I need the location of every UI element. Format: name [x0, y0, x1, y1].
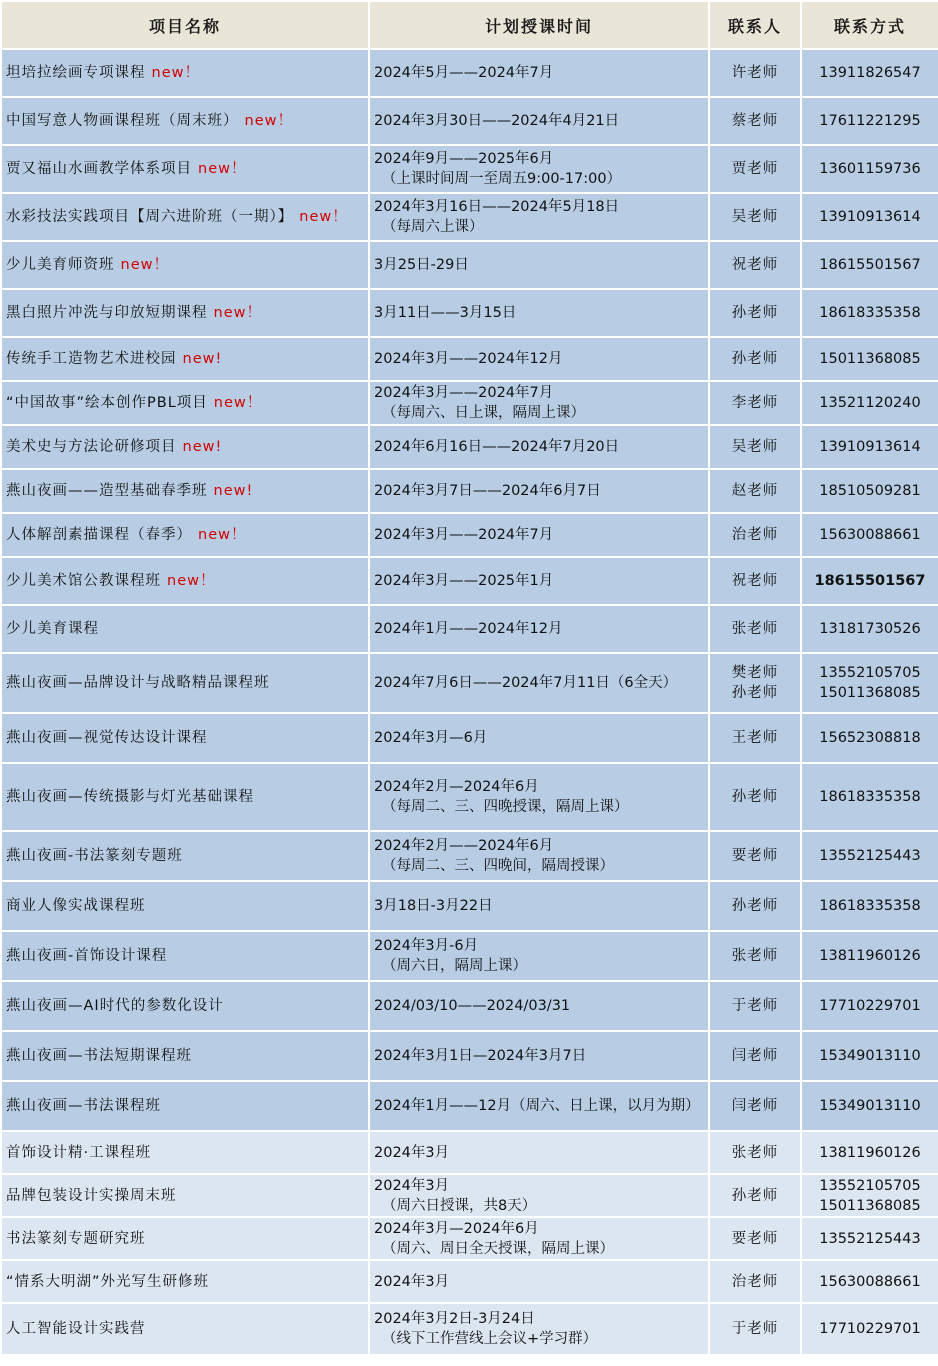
contact-phone-cell	[802, 1218, 938, 1259]
contact-phone-cell	[802, 470, 938, 512]
contact-person-name: 蔡老师	[731, 113, 779, 129]
phone-number: 13910913614	[819, 439, 921, 455]
contact-person-name: 贾老师	[731, 161, 779, 177]
phone-number: 13811960126	[819, 1144, 921, 1161]
schedule-cell	[370, 1132, 708, 1173]
contact-phone-cell	[802, 1261, 938, 1302]
contact-person	[710, 514, 800, 556]
schedule-cell	[370, 514, 708, 556]
project-name-cell	[2, 98, 368, 144]
schedule-cell	[370, 146, 708, 192]
schedule-text: 2024年1月——12月（周六、日上课，以月为期）	[374, 1098, 700, 1114]
schedule-text: 2024年3月	[374, 1177, 450, 1194]
contact-person	[710, 606, 800, 652]
new-badge: new!	[182, 351, 223, 367]
contact-phone-cell	[802, 932, 938, 980]
phone-number: 15630088661	[819, 1273, 921, 1290]
phone-number: 15011368085	[819, 351, 921, 367]
phone-number: 15011368085	[819, 1197, 921, 1214]
table-row	[2, 882, 938, 930]
schedule-cell	[370, 714, 708, 762]
contact-person	[710, 50, 800, 96]
table-row	[2, 1218, 938, 1259]
project-name: 人体解剖素描课程（春季）	[6, 527, 192, 543]
contact-phone-cell	[802, 1304, 938, 1354]
schedule-cell	[370, 290, 708, 336]
project-name-cell	[2, 832, 368, 880]
table-row	[2, 714, 938, 762]
contact-person-name: 闫老师	[731, 1098, 779, 1114]
project-name-cell	[2, 1218, 368, 1259]
contact-person-name: 于老师	[731, 998, 779, 1014]
table-row	[2, 470, 938, 512]
project-name: 燕山夜画—书法课程班	[6, 1098, 161, 1114]
phone-number: 18618335358	[819, 305, 921, 321]
phone-number: 13521120240	[819, 395, 921, 411]
table-row	[2, 50, 938, 96]
table-row	[2, 1082, 938, 1130]
phone-number: 15652308818	[819, 730, 921, 746]
phone-number: 13181730526	[819, 621, 921, 637]
schedule-cell	[370, 882, 708, 930]
schedule-text: 2024年3月——2024年7月	[374, 527, 554, 543]
project-name-cell	[2, 982, 368, 1030]
contact-person-name: 赵老师	[731, 483, 779, 499]
phone-number: 17611221295	[819, 113, 921, 129]
schedule-text: 3月25日-29日	[374, 257, 469, 273]
schedule-text: 2024年3月7日——2024年6月7日	[374, 483, 601, 499]
schedule-text: 2024年2月——2024年6月	[374, 838, 554, 854]
contact-person	[710, 714, 800, 762]
schedule-text: 2024年3月	[374, 1144, 450, 1161]
schedule-text: 2024年3月	[374, 1273, 450, 1290]
project-name: 首饰设计精·工课程班	[6, 1144, 152, 1161]
schedule-cell	[370, 194, 708, 240]
project-name-cell	[2, 290, 368, 336]
project-name: 少儿美术馆公教课程班	[6, 573, 161, 589]
project-name-cell	[2, 146, 368, 192]
project-name: 水彩技法实践项目【周六进阶班（一期）】	[6, 209, 294, 225]
schedule-cell	[370, 382, 708, 424]
contact-person-name: 孙老师	[731, 789, 779, 805]
contact-person-name: 要老师	[731, 1230, 779, 1247]
table-row	[2, 832, 938, 880]
contact-person	[710, 338, 800, 380]
table-row	[2, 1304, 938, 1354]
new-badge: new!	[213, 483, 254, 499]
contact-phone-cell	[802, 1082, 938, 1130]
contact-person-name: 孙老师	[731, 305, 779, 321]
contact-person	[710, 932, 800, 980]
header-contact-person: 联系人	[710, 2, 800, 48]
schedule-text: 2024年3月—6月	[374, 730, 488, 746]
project-name-cell	[2, 242, 368, 288]
schedule-note: （每周二、三、四晚授课，隔周上课）	[382, 799, 629, 815]
schedule-text: 2024年3月——2024年12月	[374, 351, 563, 367]
schedule-cell	[370, 1175, 708, 1216]
schedule-cell	[370, 1261, 708, 1302]
schedule-cell	[370, 338, 708, 380]
contact-phone-cell	[802, 50, 938, 96]
project-name: 黑白照片冲洗与印放短期课程	[6, 305, 208, 321]
project-name: 书法篆刻专题研究班	[6, 1230, 146, 1247]
table-row	[2, 242, 938, 288]
schedule-text: 2024年6月16日——2024年7月20日	[374, 439, 620, 455]
schedule-text: 2024年2月—2024年6月	[374, 779, 539, 795]
contact-person-name: 于老师	[731, 1321, 779, 1337]
table-row	[2, 606, 938, 652]
table-row	[2, 290, 938, 336]
project-name: 美术史与方法论研修项目	[6, 439, 177, 455]
schedule-cell	[370, 1082, 708, 1130]
project-name: 燕山夜画—书法短期课程班	[6, 1048, 192, 1064]
header-contact-info: 联系方式	[802, 2, 938, 48]
schedule-note: （每周二、三、四晚间，隔周授课）	[382, 858, 614, 874]
schedule-cell	[370, 606, 708, 652]
table-row	[2, 338, 938, 380]
contact-phone-cell	[802, 98, 938, 144]
header-row	[2, 2, 938, 48]
contact-person	[710, 98, 800, 144]
phone-number: 15630088661	[819, 527, 921, 543]
contact-person	[710, 832, 800, 880]
project-name: “情系大明湖”外光写生研修班	[6, 1273, 210, 1290]
project-name-cell	[2, 382, 368, 424]
table-row	[2, 98, 938, 144]
contact-person	[710, 654, 800, 712]
project-name: 燕山夜画—视觉传达设计课程	[6, 730, 208, 746]
contact-person-name: 要老师	[731, 848, 779, 864]
table-row	[2, 1175, 938, 1216]
project-name-cell	[2, 1132, 368, 1173]
contact-phone-cell	[802, 290, 938, 336]
schedule-text: 3月18日-3月22日	[374, 898, 493, 914]
schedule-note: （上课时间周一至周五9:00-17:00）	[382, 171, 622, 187]
new-badge: new!	[182, 439, 223, 455]
contact-person	[710, 1175, 800, 1216]
table-row	[2, 764, 938, 830]
schedule-cell	[370, 1032, 708, 1080]
table-body	[2, 50, 938, 1354]
schedule-cell	[370, 1304, 708, 1354]
project-name-cell	[2, 714, 368, 762]
new-badge: new！	[244, 113, 293, 129]
project-name: 坦培拉绘画专项课程	[6, 65, 146, 81]
new-badge: new！	[198, 527, 247, 543]
schedule-cell	[370, 470, 708, 512]
schedule-text: 2024年3月2日-3月24日	[374, 1311, 535, 1327]
table-row	[2, 382, 938, 424]
contact-person-name: 许老师	[731, 65, 779, 81]
table-row	[2, 514, 938, 556]
schedule-cell	[370, 242, 708, 288]
contact-phone-cell	[802, 1032, 938, 1080]
project-name: 中国写意人物画课程班（周末班）	[6, 113, 239, 129]
phone-number: 13910913614	[819, 209, 921, 225]
table-row	[2, 146, 938, 192]
project-name-cell	[2, 514, 368, 556]
table-row	[2, 1132, 938, 1173]
contact-phone-cell	[802, 338, 938, 380]
project-name: 燕山夜画—品牌设计与战略精品课程班	[6, 675, 270, 691]
contact-person-name: 张老师	[731, 948, 779, 964]
table-row	[2, 932, 938, 980]
contact-person	[710, 1304, 800, 1354]
contact-phone-cell	[802, 606, 938, 652]
phone-number: 17710229701	[819, 1321, 921, 1337]
contact-person	[710, 558, 800, 604]
new-badge: new！	[167, 573, 216, 589]
project-name-cell	[2, 426, 368, 468]
schedule-text: 2024年3月-6月	[374, 938, 479, 954]
header-project-name: 项目名称	[2, 2, 368, 48]
contact-phone-cell	[802, 382, 938, 424]
contact-person-name: 张老师	[731, 1144, 779, 1161]
schedule-text: 2024年9月——2025年6月	[374, 151, 554, 167]
contact-phone-cell	[802, 654, 938, 712]
contact-person-name: 吴老师	[731, 439, 779, 455]
project-name-cell	[2, 1261, 368, 1302]
phone-number: 18510509281	[819, 483, 921, 499]
phone-number: 18615501567	[819, 257, 921, 273]
schedule-text: 2024年7月6日——2024年7月11日（6全天）	[374, 675, 678, 691]
contact-person	[710, 1032, 800, 1080]
schedule-cell	[370, 426, 708, 468]
schedule-cell	[370, 1218, 708, 1259]
contact-phone-cell	[802, 764, 938, 830]
contact-person-name: 吴老师	[731, 209, 779, 225]
schedule-text: 2024年3月——2025年1月	[374, 573, 554, 589]
contact-person-name: 孙老师	[731, 898, 779, 914]
contact-person	[710, 1132, 800, 1173]
contact-person	[710, 1218, 800, 1259]
phone-number: 18618335358	[819, 789, 921, 805]
schedule-cell	[370, 654, 708, 712]
project-name: 贾又福山水画教学体系项目	[6, 161, 192, 177]
phone-number: 15349013110	[819, 1098, 921, 1114]
project-name: 商业人像实战课程班	[6, 898, 146, 914]
phone-number: 13601159736	[819, 161, 921, 177]
contact-person	[710, 882, 800, 930]
project-name-cell	[2, 338, 368, 380]
phone-number: 13552105705	[819, 1177, 921, 1194]
project-name: 燕山夜画—传统摄影与灯光基础课程	[6, 789, 254, 805]
header-schedule: 计划授课时间	[370, 2, 708, 48]
project-name-cell	[2, 470, 368, 512]
schedule-cell	[370, 982, 708, 1030]
table-row	[2, 426, 938, 468]
contact-person-name: 闫老师	[731, 1048, 779, 1064]
project-name-cell	[2, 1032, 368, 1080]
schedule-cell	[370, 764, 708, 830]
new-badge: new！	[213, 395, 263, 411]
contact-person	[710, 194, 800, 240]
project-name: 燕山夜画-首饰设计课程	[6, 948, 168, 964]
table-row	[2, 1032, 938, 1080]
schedule-cell	[370, 932, 708, 980]
phone-number: 13552125443	[819, 848, 921, 864]
phone-number: 13811960126	[819, 948, 921, 964]
project-name-cell	[2, 1175, 368, 1216]
contact-person-name: 李老师	[731, 395, 779, 411]
project-name-cell	[2, 558, 368, 604]
project-name-cell	[2, 882, 368, 930]
contact-person	[710, 764, 800, 830]
contact-person	[710, 470, 800, 512]
phone-number: 13552125443	[819, 1230, 921, 1247]
schedule-note: （线下工作营线上会议+学习群）	[382, 1331, 598, 1347]
new-badge: new！	[198, 161, 247, 177]
project-name: 人工智能设计实践营	[6, 1321, 146, 1337]
project-name: 少儿美育师资班	[6, 257, 115, 273]
table-row	[2, 194, 938, 240]
new-badge: new！	[213, 305, 262, 321]
phone-number: 18618335358	[819, 898, 921, 914]
phone-number: 13552105705	[819, 665, 921, 681]
project-name: 传统手工造物艺术进校园	[6, 351, 177, 367]
contact-person-name: 治老师	[731, 527, 779, 543]
schedule-cell	[370, 558, 708, 604]
contact-person-name: 孙老师	[731, 351, 779, 367]
contact-person	[710, 382, 800, 424]
contact-phone-cell	[802, 832, 938, 880]
schedule-note: （周六日授课，共8天）	[382, 1197, 537, 1214]
contact-phone-cell	[802, 146, 938, 192]
project-name-cell	[2, 1082, 368, 1130]
contact-person-name: 王老师	[731, 730, 779, 746]
schedule-note: （周六、周日全天授课，隔周上课）	[382, 1240, 614, 1257]
project-name-cell	[2, 50, 368, 96]
contact-phone-cell	[802, 194, 938, 240]
project-name: 品牌包装设计实操周末班	[6, 1187, 177, 1204]
project-name-cell	[2, 654, 368, 712]
project-name: 燕山夜画-书法篆刻专题班	[6, 848, 183, 864]
project-name-cell	[2, 932, 368, 980]
new-badge: new！	[120, 257, 169, 273]
new-badge: new！	[151, 65, 200, 81]
table-row	[2, 982, 938, 1030]
schedule-text: 3月11日——3月15日	[374, 305, 517, 321]
project-name: 燕山夜画——造型基础春季班	[6, 483, 208, 499]
contact-phone-cell	[802, 558, 938, 604]
contact-person	[710, 982, 800, 1030]
project-name-cell	[2, 1304, 368, 1354]
contact-person	[710, 146, 800, 192]
schedule-cell	[370, 98, 708, 144]
schedule-text: 2024年3月1日—2024年3月7日	[374, 1048, 587, 1064]
contact-person-name: 张老师	[731, 621, 779, 637]
contact-person	[710, 242, 800, 288]
project-name: 燕山夜画—AI时代的参数化设计	[6, 998, 224, 1014]
contact-phone-cell	[802, 982, 938, 1030]
schedule-cell	[370, 50, 708, 96]
phone-number: 15011368085	[819, 685, 921, 701]
project-name: “中国故事”绘本创作PBL项目	[6, 395, 208, 411]
contact-phone-cell	[802, 426, 938, 468]
contact-person-name: 孙老师	[731, 1187, 779, 1204]
schedule-note: （周六日，隔周上课）	[382, 958, 527, 974]
schedule-text: 2024/03/10——2024/03/31	[374, 998, 571, 1014]
contact-phone-cell	[802, 242, 938, 288]
project-name-cell	[2, 606, 368, 652]
phone-number: 15349013110	[819, 1048, 921, 1064]
contact-person-name: 祝老师	[731, 257, 779, 273]
phone-number: 17710229701	[819, 998, 921, 1014]
contact-person	[710, 290, 800, 336]
schedule-text: 2024年5月——2024年7月	[374, 65, 554, 81]
contact-person	[710, 1082, 800, 1130]
table-row	[2, 558, 938, 604]
contact-person-name: 祝老师	[731, 573, 779, 589]
contact-person-name: 治老师	[731, 1273, 779, 1290]
schedule-cell	[370, 832, 708, 880]
contact-phone-cell	[802, 714, 938, 762]
phone-number: 18615501567	[814, 573, 926, 589]
phone-number: 13911826547	[819, 65, 921, 81]
project-name: 少儿美育课程	[6, 621, 99, 637]
schedule-note: （每周六上课）	[382, 219, 484, 235]
project-name-cell	[2, 764, 368, 830]
table-row	[2, 1261, 938, 1302]
schedule-text: 2024年3月——2024年7月	[374, 385, 554, 401]
schedule-text: 2024年3月16日——2024年5月18日	[374, 199, 620, 215]
table-row	[2, 654, 938, 712]
contact-person	[710, 1261, 800, 1302]
schedule-text: 2024年3月30日——2024年4月21日	[374, 113, 620, 129]
contact-phone-cell	[802, 1175, 938, 1216]
contact-phone-cell	[802, 514, 938, 556]
schedule-note: （每周六、日上课，隔周上课）	[382, 405, 585, 421]
contact-phone-cell	[802, 1132, 938, 1173]
project-name-cell	[2, 194, 368, 240]
contact-person	[710, 426, 800, 468]
new-badge: new！	[299, 209, 348, 225]
contact-phone-cell	[802, 882, 938, 930]
schedule-text: 2024年3月—2024年6月	[374, 1220, 539, 1237]
contact-person-name: 樊老师 孙老师	[731, 665, 779, 701]
schedule-text: 2024年1月——2024年12月	[374, 621, 563, 637]
